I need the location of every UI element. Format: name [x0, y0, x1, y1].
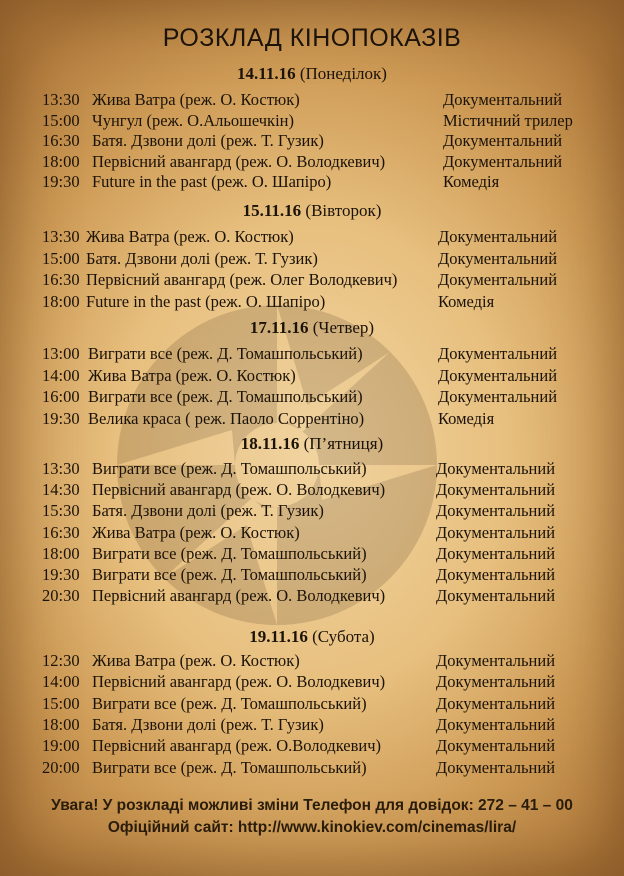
- screening-time: 16:30: [42, 522, 80, 542]
- day-header: [0, 318, 624, 338]
- screening-time: 18:00: [42, 291, 80, 311]
- screening-genre: Документальний: [436, 501, 556, 521]
- screening-time: 14:30: [42, 480, 80, 500]
- screening-time: 19:30: [42, 172, 80, 191]
- screening-genre: Документальний: [443, 131, 563, 150]
- day-header: [0, 434, 624, 454]
- screening-row: [0, 565, 624, 585]
- screening-film: Future in the past (реж. О. Шапіро): [92, 172, 332, 191]
- screening-genre: Комедія: [438, 408, 495, 428]
- screening-film: Виграти все (реж. Д. Томашпольський): [88, 344, 363, 363]
- screening-time: 15:30: [42, 501, 80, 521]
- screening-genre: Документальний: [436, 586, 556, 606]
- screening-row: [0, 131, 624, 151]
- screening-row: [0, 90, 624, 110]
- screening-time: 13:30: [42, 90, 80, 109]
- screening-row: [0, 694, 624, 714]
- day-weekday: (Вівторок): [305, 201, 382, 220]
- screening-film: Батя. Дзвони долі (реж. Т. Гузик): [92, 501, 324, 521]
- screening-film: Первісний авангард (реж. О. Володкевич): [92, 586, 386, 606]
- screening-film: Батя. Дзвони долі (реж. Т. Гузик): [86, 248, 318, 268]
- screening-row: [0, 758, 624, 778]
- screening-time: 14:00: [42, 365, 80, 385]
- screening-row: [0, 672, 624, 692]
- screening-film: Велика краса ( реж. Паоло Соррентіно): [88, 408, 365, 428]
- screening-film: Жива Ватра (реж. О. Костюк): [86, 227, 294, 246]
- footer-website: Офіційний сайт: http://www.kinokiev.com/cinemas/lira/: [107, 819, 517, 836]
- screening-row: [0, 152, 624, 172]
- screening-film: Первісний авангард (реж. О. Володкевич): [92, 672, 386, 692]
- day-weekday: (Субота): [312, 627, 375, 646]
- screening-time: 20:00: [42, 757, 80, 777]
- screening-time: 13:30: [42, 227, 80, 246]
- screening-row: [0, 270, 624, 290]
- screening-row: [0, 480, 624, 500]
- screening-genre: Документальний: [438, 365, 558, 385]
- screening-time: 15:00: [42, 248, 80, 268]
- screening-time: 13:30: [42, 459, 80, 478]
- screening-film: Жива Ватра (реж. О. Костюк): [92, 522, 300, 542]
- day-date: 15.11.16: [242, 201, 302, 220]
- screening-film: Жива Ватра (реж. О. Костюк): [88, 365, 296, 385]
- day-date: 17.11.16: [249, 318, 309, 337]
- day-date: 14.11.16: [237, 64, 296, 83]
- screening-film: Первісний авангард (реж. О. Володкевич): [92, 151, 386, 171]
- screening-row: [0, 292, 624, 312]
- screening-time: 12:30: [42, 651, 80, 670]
- screening-time: 19:00: [42, 736, 80, 756]
- screening-time: 19:30: [42, 408, 80, 428]
- screening-time: 16:30: [42, 270, 80, 289]
- screening-genre: Документальний: [436, 693, 556, 713]
- screening-row: [0, 344, 624, 364]
- screening-genre: Документальний: [436, 522, 556, 542]
- screening-genre: Документальний: [436, 757, 556, 777]
- screening-film: Жива Ватра (реж. О. Костюк): [92, 90, 300, 109]
- screening-film: Первісний авангард (реж. О.Володкевич): [92, 736, 382, 756]
- screening-film: Жива Ватра (реж. О. Костюк): [92, 651, 300, 670]
- screening-time: 18:00: [42, 543, 80, 563]
- screening-film: Первісний авангард (реж. Олег Володкевич): [86, 270, 398, 289]
- day-weekday: (Понеділок): [299, 64, 387, 83]
- screening-row: [0, 523, 624, 543]
- screening-film: Батя. Дзвони долі (реж. Т. Гузик): [92, 714, 324, 734]
- screening-genre: Документальний: [436, 543, 556, 563]
- screening-row: [0, 544, 624, 564]
- screening-genre: Документальний: [436, 714, 556, 734]
- screening-film: Виграти все (реж. Д. Томашпольський): [92, 459, 367, 478]
- screening-genre: Документальний: [438, 248, 558, 268]
- screening-genre: Документальний: [438, 227, 558, 246]
- screening-time: 14:00: [42, 672, 80, 692]
- screening-film: Виграти все (реж. Д. Томашпольський): [92, 693, 367, 713]
- screening-film: Батя. Дзвони долі (реж. Т. Гузик): [92, 131, 324, 150]
- screening-time: 18:00: [42, 714, 80, 734]
- screening-genre: Документальний: [438, 270, 558, 289]
- day-date: 19.11.16: [249, 627, 308, 646]
- screening-row: [0, 172, 624, 192]
- screening-row: [0, 459, 624, 479]
- screening-row: [0, 736, 624, 756]
- screening-row: [0, 501, 624, 521]
- screening-film: Виграти все (реж. Д. Томашпольський): [92, 543, 367, 563]
- screening-time: 20:30: [42, 586, 80, 606]
- screening-genre: Документальний: [438, 387, 558, 406]
- screening-row: [0, 227, 624, 247]
- screening-genre: Документальний: [436, 565, 556, 584]
- screening-row: [0, 409, 624, 429]
- screening-genre: Документальний: [443, 151, 563, 171]
- screening-genre: Документальний: [436, 651, 556, 670]
- screening-genre: Документальний: [436, 459, 556, 478]
- screening-row: [0, 366, 624, 386]
- screening-film: Виграти все (реж. Д. Томашпольський): [92, 757, 367, 777]
- screening-genre: Документальний: [443, 90, 563, 109]
- screening-film: Виграти все (реж. Д. Томашпольський): [92, 565, 367, 584]
- screening-film: Чунгул (реж. О.Альошечкін): [92, 110, 294, 130]
- screening-time: 16:30: [42, 131, 80, 150]
- screening-row: [0, 651, 624, 671]
- screening-row: [0, 586, 624, 606]
- screening-row: [0, 715, 624, 735]
- day-date: 18.11.16: [240, 434, 300, 453]
- screening-genre: Комедія: [438, 291, 495, 311]
- screening-time: 15:00: [42, 110, 80, 130]
- screening-genre: Документальний: [436, 736, 556, 756]
- screening-film: Future in the past (реж. О. Шапіро): [86, 291, 326, 311]
- day-weekday: (Четвер): [312, 318, 375, 337]
- screening-genre: Документальний: [438, 344, 558, 363]
- footer-notice: Увага! У розкладі можливі зміни Телефон для довідок: 272 – 41 – 00: [51, 797, 573, 814]
- day-weekday: (П’ятниця): [303, 434, 384, 453]
- screening-row: [0, 249, 624, 269]
- screening-time: 18:00: [42, 151, 80, 171]
- screening-genre: Документальний: [436, 672, 556, 692]
- screening-time: 13:00: [42, 344, 80, 363]
- screening-genre: Документальний: [436, 480, 556, 500]
- screening-time: 19:30: [42, 565, 80, 584]
- day-header: [0, 201, 624, 221]
- screening-row: [0, 111, 624, 131]
- screening-film: Первісний авангард (реж. О. Володкевич): [92, 480, 386, 500]
- screening-time: 15:00: [42, 693, 80, 713]
- screening-genre: Комедія: [443, 172, 500, 191]
- page-title: РОЗКЛАД КІНОПОКАЗІВ: [162, 24, 462, 52]
- screening-film: Виграти все (реж. Д. Томашпольський): [88, 387, 363, 406]
- day-header: [0, 627, 624, 647]
- screening-genre: Містичний трилер: [443, 110, 573, 130]
- screening-time: 16:00: [42, 387, 80, 406]
- day-header: [0, 64, 624, 84]
- screening-row: [0, 387, 624, 407]
